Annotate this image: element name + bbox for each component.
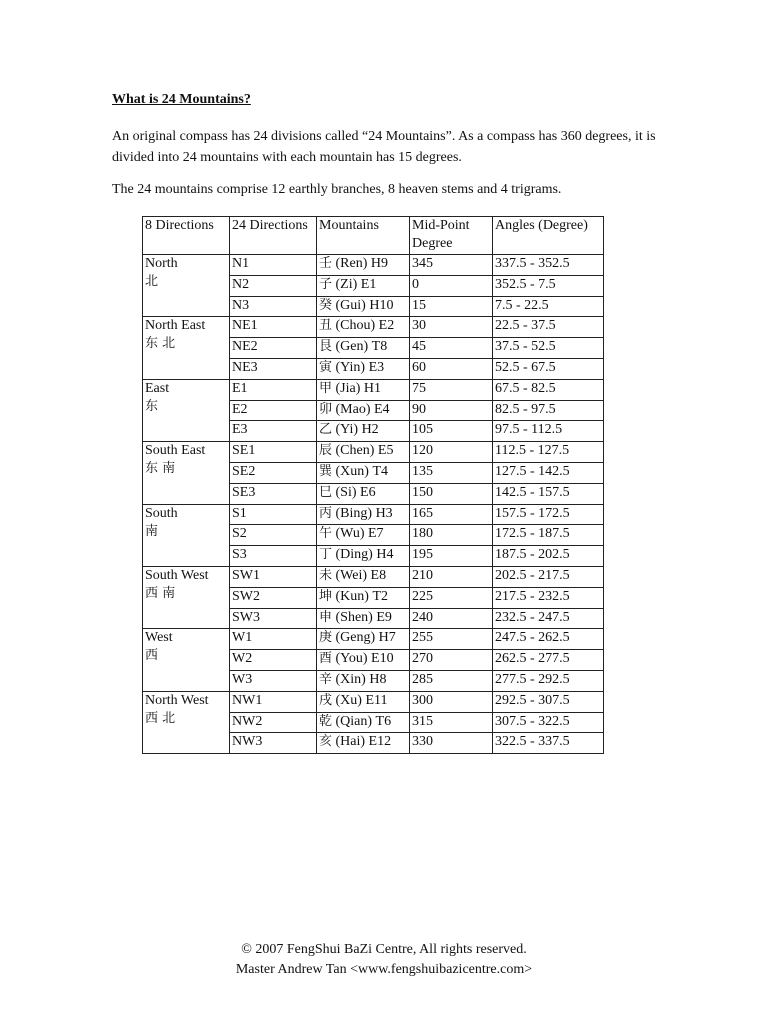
angle-range-cell [493,546,604,567]
mid-point-cell-text: 165 [412,505,433,521]
mid-point-cell-text: 150 [412,484,433,500]
angle-range-cell-text: 292.5 - 307.5 [495,692,570,708]
sub-direction-cell-text: E2 [232,401,248,417]
angle-range-cell-text: 142.5 - 157.5 [495,484,570,500]
angle-range-cell-text: 67.5 - 82.5 [495,380,556,396]
sub-direction-cell-text: SW3 [232,609,260,625]
mid-point-cell-text: 255 [412,630,433,646]
table-row [143,442,604,463]
sub-direction-cell [230,504,317,525]
angle-range-cell [493,650,604,671]
mountain-cell [317,650,410,671]
direction-chinese: 西 南 [145,585,176,601]
sub-direction-cell [230,442,317,463]
mountain-name: (Geng) H7 [335,630,396,646]
direction-chinese: 东 南 [145,461,176,477]
mid-point-cell-text: 45 [412,339,426,355]
angle-range-cell [493,421,604,442]
sub-direction-cell [230,629,317,650]
mountain-chinese: 午 [319,526,333,542]
mountain-chinese: 巳 [319,484,333,500]
mountain-chinese: 丁 [319,547,333,563]
mountain-cell [317,587,410,608]
direction-chinese: 南 [145,523,159,539]
mid-point-cell [410,525,493,546]
angle-range-cell [493,296,604,317]
sub-direction-cell-text: W2 [232,651,253,667]
sub-direction-cell [230,462,317,483]
mountain-name: (Chou) E2 [335,318,395,334]
mid-point-cell [410,255,493,276]
mid-point-cell [410,275,493,296]
sub-direction-cell [230,587,317,608]
angle-range-cell-text: 97.5 - 112.5 [495,422,563,438]
mountain-name: (Xin) H8 [335,671,387,687]
direction-chinese: 西 [145,648,159,664]
mid-point-cell [410,566,493,587]
angle-range-cell [493,733,604,754]
page-title: What is 24 Mountains? [112,92,251,107]
mountain-cell [317,608,410,629]
mid-point-cell-text: 225 [412,588,433,604]
mid-point-cell-text: 210 [412,567,433,583]
mountain-cell [317,358,410,379]
mid-point-cell-text: 105 [412,422,433,438]
direction-group-cell [143,629,230,691]
angle-range-cell [493,670,604,691]
author-line: Master Andrew Tan <www.fengshuibazicentre.com> [235,962,533,977]
sub-direction-cell [230,525,317,546]
angle-range-cell-text: 187.5 - 202.5 [495,547,570,563]
direction-english: South West [145,567,209,583]
mountain-cell [317,442,410,463]
mountain-name: (You) E10 [335,651,394,667]
header-24-directions: 24 Directions [230,217,317,255]
mountain-cell [317,566,410,587]
sub-direction-cell [230,400,317,421]
sub-direction-cell [230,338,317,359]
angle-range-cell-text: 247.5 - 262.5 [495,630,570,646]
direction-group-cell [143,566,230,628]
mountain-cell [317,525,410,546]
mid-point-cell-text: 30 [412,318,426,334]
table-row [143,379,604,400]
mid-point-cell [410,483,493,504]
angle-range-cell [493,400,604,421]
direction-english: South [145,505,178,521]
mid-point-cell [410,296,493,317]
sub-direction-cell-text: E3 [232,422,248,438]
mountain-name: (Bing) H3 [335,505,393,521]
direction-chinese: 西 北 [145,710,176,726]
sub-direction-cell-text: N3 [232,297,250,313]
mid-point-cell-text: 270 [412,651,433,667]
sub-direction-cell-text: W3 [232,671,253,687]
mountain-name: (Zi) E1 [335,276,377,292]
angle-range-cell [493,691,604,712]
mountain-cell [317,379,410,400]
direction-group-cell [143,691,230,753]
mountain-name: (Qian) T6 [335,713,392,729]
intro-paragraph: An original compass has 24 divisions called “24 Mountains”. As a compass has 360 degrees, it is divided into 24 mountains with each mountain has 15 degrees. [112,129,656,165]
direction-english: North [145,256,178,271]
mountain-cell [317,504,410,525]
mountain-cell [317,462,410,483]
mountain-cell [317,296,410,317]
sub-direction-cell-text: S2 [232,526,247,542]
sub-direction-cell-text: W1 [232,630,253,646]
mid-point-cell [410,379,493,400]
mid-point-cell [410,691,493,712]
mid-point-cell [410,400,493,421]
mountain-chinese: 戌 [319,692,333,708]
mountain-chinese: 亥 [319,734,333,750]
mountain-name: (Si) E6 [335,484,376,500]
direction-chinese: 北 [145,274,159,289]
angle-range-cell [493,566,604,587]
angle-range-cell [493,629,604,650]
mountain-chinese: 甲 [319,380,333,396]
mountain-cell [317,338,410,359]
sub-direction-cell [230,483,317,504]
angle-range-cell-text: 37.5 - 52.5 [495,339,556,355]
composition-paragraph: The 24 mountains comprise 12 earthly branches, 8 heaven stems and 4 trigrams. [112,182,562,197]
mid-point-cell-text: 0 [412,276,419,292]
mid-point-cell [410,608,493,629]
sub-direction-cell-text: NE1 [232,318,258,334]
mountain-chinese: 寅 [319,359,333,375]
mid-point-cell-text: 315 [412,713,433,729]
angle-range-cell-text: 322.5 - 337.5 [495,734,570,750]
mid-point-cell-text: 240 [412,609,433,625]
sub-direction-cell [230,566,317,587]
sub-direction-cell-text: E1 [232,380,248,396]
table-row [143,629,604,650]
direction-chinese: 东 [145,398,159,414]
sub-direction-cell-text: N1 [232,256,250,271]
mountain-name: (Xun) T4 [335,463,389,479]
mountain-chinese: 卯 [319,401,333,417]
mid-point-cell-text: 285 [412,671,433,687]
mountain-name: (Kun) T2 [335,588,389,604]
header-8-directions: 8 Directions [143,217,230,255]
angle-range-cell [493,712,604,733]
header-angles: Angles (Degree) [493,217,604,255]
mid-point-cell [410,546,493,567]
mountain-chinese: 艮 [319,339,333,355]
angle-range-cell [493,504,604,525]
angle-range-cell-text: 112.5 - 127.5 [495,443,570,459]
mountain-name: (Shen) E9 [335,609,392,625]
mountain-chinese: 巽 [319,463,333,479]
mountain-name: (Xu) E11 [335,692,388,708]
direction-group-cell [143,255,230,317]
mountain-chinese: 乙 [319,422,333,438]
direction-group-cell [143,504,230,566]
angle-range-cell-text: 127.5 - 142.5 [495,463,570,479]
mountain-chinese: 酉 [319,651,333,667]
mid-point-cell [410,504,493,525]
mountain-cell [317,670,410,691]
mountain-name: (Gui) H10 [335,297,394,313]
table-header-row [143,217,604,255]
angle-range-cell-text: 307.5 - 322.5 [495,713,570,729]
direction-group-cell [143,442,230,504]
sub-direction-cell [230,608,317,629]
angle-range-cell-text: 337.5 - 352.5 [495,256,570,271]
mid-point-cell [410,358,493,379]
mountain-chinese: 丙 [319,505,333,521]
mountain-cell [317,629,410,650]
mountain-chinese: 辰 [319,443,333,459]
mid-point-cell-text: 300 [412,692,433,708]
sub-direction-cell [230,275,317,296]
mid-point-cell-text: 60 [412,359,426,375]
mountain-name: (Yi) H2 [335,422,379,438]
sub-direction-cell [230,712,317,733]
sub-direction-cell [230,255,317,276]
direction-english: North East [145,318,206,334]
angle-range-cell-text: 172.5 - 187.5 [495,526,570,542]
angle-range-cell-text: 262.5 - 277.5 [495,651,570,667]
mountain-chinese: 子 [319,276,333,292]
angle-range-cell [493,587,604,608]
angle-range-cell-text: 352.5 - 7.5 [495,276,556,292]
angle-range-cell [493,442,604,463]
mid-point-cell-text: 15 [412,297,426,313]
sub-direction-cell [230,691,317,712]
angle-range-cell [493,483,604,504]
mid-point-cell-text: 75 [412,380,426,396]
mid-point-cell-text: 180 [412,526,433,542]
header-mid-point-degree: Mid-Point Degree [410,217,493,255]
direction-english: South East [145,443,206,459]
table-row [143,317,604,338]
mountain-chinese: 未 [319,567,333,583]
mountain-cell [317,546,410,567]
mountain-cell [317,483,410,504]
mountain-name: (Chen) E5 [335,443,394,459]
sub-direction-cell [230,379,317,400]
sub-direction-cell-text: N2 [232,276,250,292]
angle-range-cell [493,608,604,629]
mountain-name: (Wu) E7 [335,526,384,542]
sub-direction-cell-text: NE3 [232,359,258,375]
mid-point-cell [410,421,493,442]
direction-english: West [145,630,173,646]
mountain-name: (Wei) E8 [335,567,387,583]
mid-point-cell [410,670,493,691]
direction-english: North West [145,692,209,708]
sub-direction-cell-text: SW2 [232,588,260,604]
angle-range-cell [493,338,604,359]
mid-point-cell [410,317,493,338]
mid-point-cell-text: 345 [412,256,433,271]
sub-direction-cell-text: SW1 [232,567,260,583]
mountain-chinese: 丑 [319,318,333,334]
direction-english: East [145,380,170,396]
mid-point-cell [410,338,493,359]
table-row [143,691,604,712]
sub-direction-cell-text: S1 [232,505,247,521]
angle-range-cell [493,255,604,276]
angle-range-cell-text: 82.5 - 97.5 [495,401,556,417]
mid-point-cell [410,629,493,650]
mountain-chinese: 乾 [319,713,333,729]
mountain-chinese: 申 [319,609,333,625]
mountain-cell [317,421,410,442]
mountain-chinese: 辛 [319,671,333,687]
mountain-cell [317,317,410,338]
mountain-chinese: 壬 [319,256,333,271]
mid-point-cell-text: 120 [412,443,433,459]
sub-direction-cell [230,650,317,671]
mid-point-cell-text: 330 [412,734,433,750]
angle-range-cell [493,462,604,483]
sub-direction-cell [230,670,317,691]
sub-direction-cell [230,296,317,317]
copyright-line: © 2007 FengShui BaZi Centre, All rights reserved. [241,942,527,957]
angle-range-cell [493,358,604,379]
mountains-table [142,216,604,754]
mountain-cell [317,255,410,276]
angle-range-cell-text: 7.5 - 22.5 [495,297,549,313]
sub-direction-cell-text: NW2 [232,713,263,729]
mountain-name: (Yin) E3 [335,359,385,375]
mid-point-cell [410,442,493,463]
sub-direction-cell [230,421,317,442]
angle-range-cell-text: 277.5 - 292.5 [495,671,570,687]
sub-direction-cell-text: SE2 [232,463,256,479]
angle-range-cell [493,317,604,338]
mid-point-cell [410,650,493,671]
mountain-name: (Ding) H4 [335,547,394,563]
sub-direction-cell-text: S3 [232,547,247,563]
sub-direction-cell-text: SE1 [232,443,256,459]
mountain-name: (Ren) H9 [335,256,389,271]
mid-point-cell-text: 195 [412,547,433,563]
mountain-name: (Hai) E12 [335,734,392,750]
angle-range-cell-text: 217.5 - 232.5 [495,588,570,604]
angle-range-cell-text: 232.5 - 247.5 [495,609,570,625]
sub-direction-cell [230,733,317,754]
mountain-cell [317,712,410,733]
sub-direction-cell-text: NW3 [232,734,263,750]
angle-range-cell [493,379,604,400]
angle-range-cell-text: 202.5 - 217.5 [495,567,570,583]
mid-point-cell-text: 135 [412,463,433,479]
table-row [143,255,604,276]
sub-direction-cell [230,317,317,338]
angle-range-cell-text: 52.5 - 67.5 [495,359,556,375]
mountain-cell [317,275,410,296]
mid-point-cell-text: 90 [412,401,426,417]
table-row [143,566,604,587]
sub-direction-cell [230,546,317,567]
mountain-chinese: 庚 [319,630,333,646]
sub-direction-cell-text: NW1 [232,692,263,708]
angle-range-cell [493,275,604,296]
angle-range-cell [493,525,604,546]
angle-range-cell-text: 22.5 - 37.5 [495,318,556,334]
table-row [143,504,604,525]
mountain-name: (Mao) E4 [335,401,390,417]
mountain-cell [317,733,410,754]
direction-group-cell [143,317,230,379]
mountain-name: (Gen) T8 [335,339,388,355]
direction-chinese: 东 北 [145,336,176,352]
mountain-name: (Jia) H1 [335,380,382,396]
mountain-cell [317,691,410,712]
angle-range-cell-text: 157.5 - 172.5 [495,505,570,521]
mid-point-cell [410,462,493,483]
header-mountains: Mountains [317,217,410,255]
mid-point-cell [410,712,493,733]
direction-group-cell [143,379,230,441]
sub-direction-cell-text: NE2 [232,339,258,355]
mountain-chinese: 癸 [319,297,333,313]
mountain-cell [317,400,410,421]
mountain-chinese: 坤 [319,588,333,604]
mid-point-cell [410,733,493,754]
sub-direction-cell-text: SE3 [232,484,256,500]
mid-point-cell [410,587,493,608]
sub-direction-cell [230,358,317,379]
